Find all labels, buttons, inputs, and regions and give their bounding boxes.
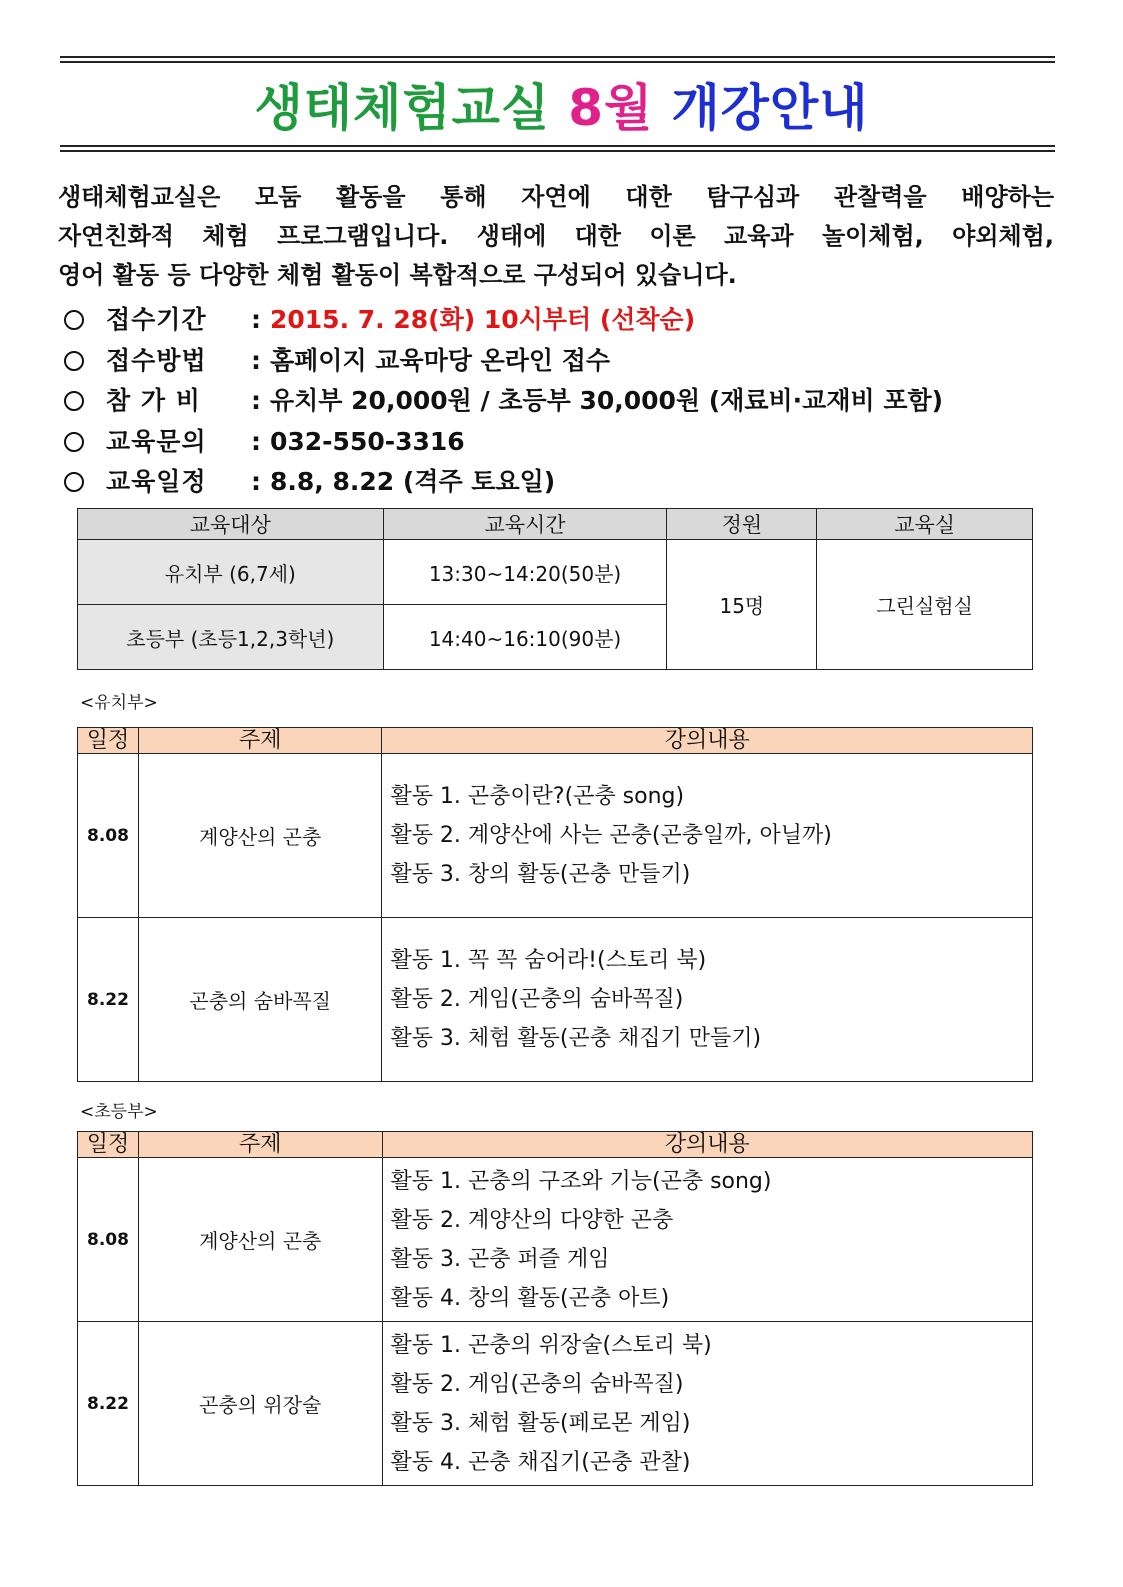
kinder-header-cell: 강의내용 <box>382 728 1033 754</box>
info-list <box>62 300 943 503</box>
activity-item: 활동 1. 꼭 꼭 숨어라!(스토리 북) <box>390 948 707 973</box>
elementary-header-cell: 주제 <box>138 1132 382 1158</box>
activity-item: 활동 3. 곤충 퍼즐 게임 <box>390 1246 610 1272</box>
circle-bullet-icon <box>64 391 84 411</box>
kinder-header-cell: 일정 <box>78 728 139 754</box>
elementary-schedule-table <box>77 1131 1033 1486</box>
schedule-date: 8.22 <box>78 918 139 1082</box>
activity-item: 활동 1. 곤충의 구조와 기능(곤충 song) <box>390 1168 772 1194</box>
info-item-contact <box>62 422 943 463</box>
activity-item: 활동 3. 창의 활동(곤충 만들기) <box>390 862 691 887</box>
schedule-topic: 곤충의 위장술 <box>138 1322 382 1486</box>
intro-line: 영어 활동 등 다양한 체험 활동이 복합적으로 구성되어 있습니다. <box>58 261 737 289</box>
activity-item: 활동 1. 곤충의 위장술(스토리 북) <box>390 1332 712 1358</box>
summary-header-cell: 교육시간 <box>383 509 667 540</box>
summary-header-cell: 정원 <box>667 509 817 540</box>
activity-item: 활동 2. 게임(곤충의 숨바꼭질) <box>390 987 684 1012</box>
elementary-header-row <box>78 1132 1033 1158</box>
summary-table <box>77 508 1033 670</box>
info-value: 8.8, 8.22 (격주 토요일) <box>270 467 556 496</box>
info-label: 접수방법 <box>106 345 207 375</box>
title-part1: 생태체험교실 <box>254 79 551 137</box>
summary-header-cell: 교육대상 <box>78 509 384 540</box>
top-rule-1 <box>60 56 1055 58</box>
kinder-schedule-table <box>77 727 1033 1082</box>
summary-capacity: 15명 <box>667 540 817 670</box>
schedule-date: 8.22 <box>78 1322 139 1486</box>
page-title <box>0 68 1123 140</box>
table-row <box>78 1322 1033 1486</box>
info-label: 참 가 비 <box>106 386 201 415</box>
info-label: 교육문의 <box>106 426 207 456</box>
table-row <box>78 1158 1033 1322</box>
summary-target: 초등부 (초등1,2,3학년) <box>78 605 384 670</box>
title-part3: 개강안내 <box>671 79 869 137</box>
activity-item: 활동 1. 곤충이란?(곤충 song) <box>390 784 685 809</box>
activity-item: 활동 2. 계양산에 사는 곤충(곤충일까, 아닐까) <box>390 823 832 848</box>
schedule-content <box>382 1322 1033 1486</box>
table-row <box>78 754 1033 918</box>
intro-paragraph <box>58 178 1054 295</box>
elementary-header-cell: 강의내용 <box>382 1132 1033 1158</box>
circle-bullet-icon <box>64 472 84 492</box>
intro-line: 생태체험교실은 모둠 활동을 통해 자연에 대한 탐구심과 관찰력을 배양하는 <box>58 183 1054 211</box>
summary-time: 14:40~16:10(90분) <box>383 605 667 670</box>
activity-item: 활동 4. 곤충 채집기(곤충 관찰) <box>390 1449 691 1475</box>
top-rule-2 <box>60 61 1055 63</box>
info-separator: : <box>251 345 261 375</box>
schedule-date: 8.08 <box>78 754 139 918</box>
schedule-date: 8.08 <box>78 1158 139 1322</box>
schedule-content <box>382 754 1033 918</box>
table-row <box>78 918 1033 1082</box>
activity-item: 활동 3. 체험 활동(페로몬 게임) <box>390 1410 691 1436</box>
kinder-header-cell: 주제 <box>138 728 381 754</box>
schedule-topic: 계양산의 곤충 <box>138 1158 382 1322</box>
activity-item: 활동 3. 체험 활동(곤충 채집기 만들기) <box>390 1026 762 1051</box>
info-separator: : <box>251 386 261 415</box>
intro-line: 자연친화적 체험 프로그램입니다. 생태에 대한 이론 교육과 놀이체험, 야외체험, <box>58 222 1054 250</box>
elementary-header-cell: 일정 <box>78 1132 139 1158</box>
bottom-rule-2 <box>60 150 1055 152</box>
info-item-schedule <box>62 462 943 503</box>
schedule-topic: 곤충의 숨바꼭질 <box>138 918 381 1082</box>
schedule-content <box>382 1158 1033 1322</box>
circle-bullet-icon <box>64 351 84 371</box>
summary-time: 13:30~14:20(50분) <box>383 540 667 605</box>
kinder-section-label: <유치부> <box>80 693 158 713</box>
summary-room: 그린실험실 <box>817 540 1033 670</box>
info-value: 2015. 7. 28(화) 10시부터 (선착순) <box>270 305 696 334</box>
title-part2: 8월 <box>568 79 654 137</box>
info-value: 032-550-3316 <box>270 426 465 456</box>
kinder-header-row <box>78 728 1033 754</box>
schedule-content <box>382 918 1033 1082</box>
bottom-rule-1 <box>60 145 1055 147</box>
summary-header-row <box>78 509 1033 540</box>
info-separator: : <box>251 305 261 334</box>
summary-header-cell: 교육실 <box>817 509 1033 540</box>
activity-item: 활동 2. 게임(곤충의 숨바꼭질) <box>390 1371 684 1397</box>
info-label: 교육일정 <box>106 467 207 496</box>
activity-item: 활동 2. 계양산의 다양한 곤충 <box>390 1207 674 1233</box>
circle-bullet-icon <box>64 310 84 330</box>
info-value: 유치부 20,000원 / 초등부 30,000원 (재료비·교재비 포함) <box>270 386 944 415</box>
info-item-fee <box>62 381 943 422</box>
circle-bullet-icon <box>64 432 84 452</box>
info-separator: : <box>251 467 261 496</box>
summary-row <box>78 540 1033 605</box>
info-item-registration-period <box>62 300 943 341</box>
summary-target: 유치부 (6,7세) <box>78 540 384 605</box>
info-separator: : <box>251 426 261 456</box>
elementary-section-label: <초등부> <box>80 1102 158 1122</box>
info-label: 접수기간 <box>106 305 207 334</box>
info-item-registration-method <box>62 341 943 382</box>
schedule-topic: 계양산의 곤충 <box>138 754 381 918</box>
activity-item: 활동 4. 창의 활동(곤충 아트) <box>390 1285 670 1311</box>
info-value: 홈페이지 교육마당 온라인 접수 <box>270 345 611 375</box>
